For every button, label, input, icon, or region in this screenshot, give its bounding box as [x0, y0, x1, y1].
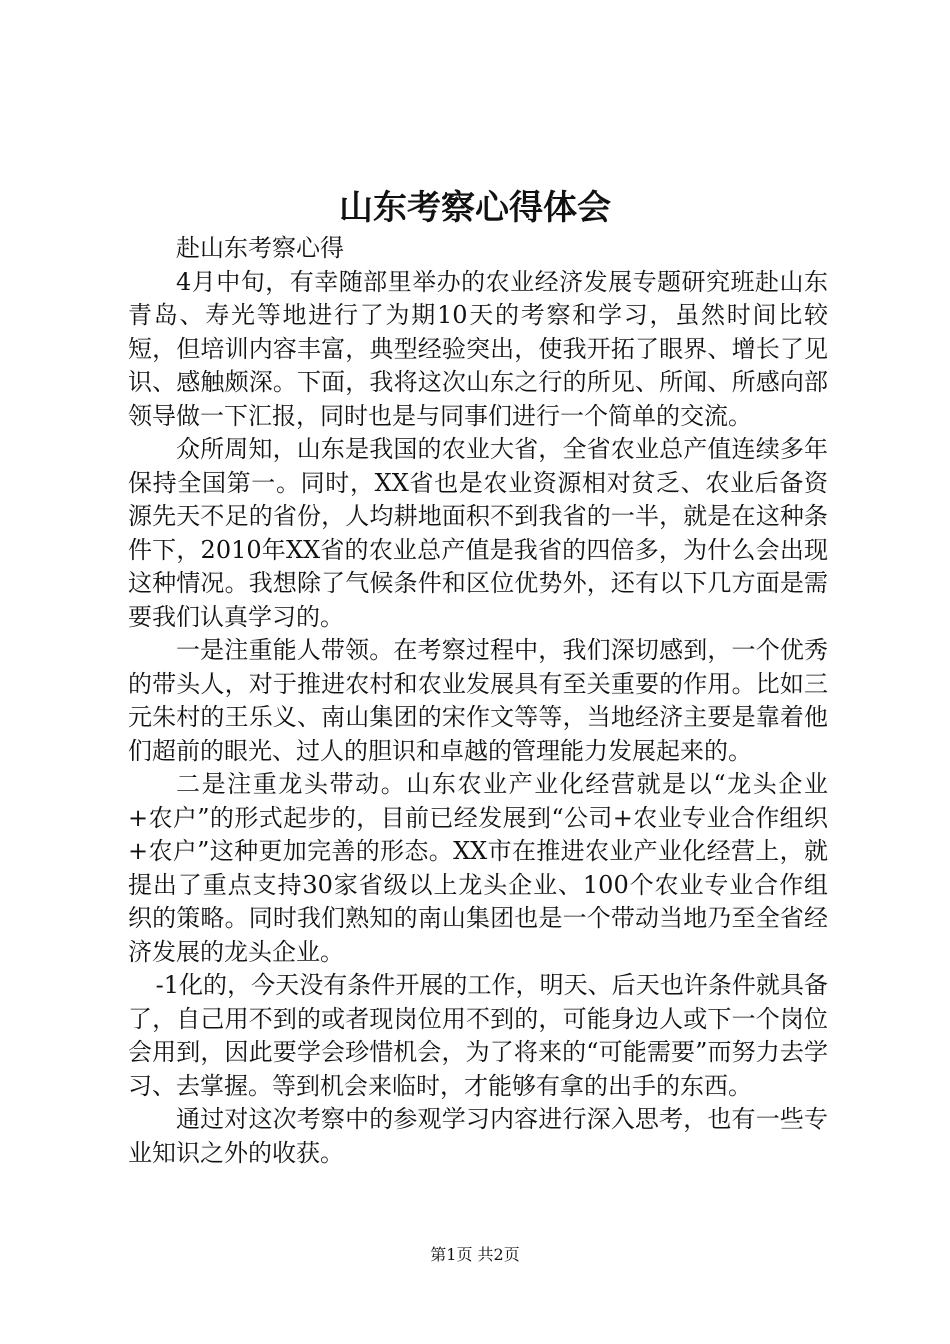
paragraph-subtitle: 赴山东考察心得 [176, 234, 344, 262]
paragraph-point-two: 二是注重龙头带动。山东农业产业化经营就是以“龙头企业+农户”的形式起步的，目前已经发展到“公司+农业专业合作组织+农户”这种更加完善的形态。XX市在推进农业产业化经营上，就提出了重点支持30家省级以上龙头企业、100个农业专业合作组织的策略。同时我们熟知的南山集团也是一个带动当地乃至全省经济发展的龙头企业。 [128, 770, 828, 966]
paragraph-closing: 通过对这次考察中的参观学习内容进行深入思考，也有一些专业知识之外的收获。 [128, 1105, 828, 1167]
document-title: 山东考察心得体会 [339, 188, 611, 228]
paragraph-fragment: -1化的，今天没有条件开展的工作，明天、后天也许条件就具备了，自己用不到的或者现岗位用不到的，可能身边人或下一个岗位会用到，因此要学会珍惜机会，为了将来的“可能需要”而努力去学习、去掌握。等到机会来临时，才能够有拿的出手的东西。 [128, 971, 828, 1100]
paragraph-point-one: 一是注重能人带领。在考察过程中，我们深切感到，一个优秀的带头人，对于推进农村和农业发展具有至关重要的作用。比如三元朱村的王乐义、南山集团的宋作文等等，当地经济主要是靠着他们超前的眼光、过人的胆识和卓越的管理能力发展起来的。 [128, 636, 828, 765]
document-body [128, 232, 828, 1170]
page-footer: 第1页 共2页 [430, 1245, 520, 1264]
paragraph-intro: 4月中旬，有幸随部里举办的农业经济发展专题研究班赴山东青岛、寿光等地进行了为期10天的考察和学习，虽然时间比较短，但培训内容丰富，典型经验突出，使我开拓了眼界、增长了见识、感触颇深。下面，我将这次山东之行的所见、所闻、所感向部领导做一下汇报，同时也是与同事们进行一个简单的交流。 [128, 267, 828, 430]
paragraph-background: 众所周知，山东是我国的农业大省，全省农业总产值连续多年保持全国第一。同时，XX省也是农业资源相对贫乏、农业后备资源先天不足的省份，人均耕地面积不到我省的一半，就是在这种条件下，2010年XX省的农业总产值是我省的四倍多，为什么会出现这种情况。我想除了气候条件和区位优势外，还有以下几方面是需要我们认真学习的。 [128, 435, 828, 631]
